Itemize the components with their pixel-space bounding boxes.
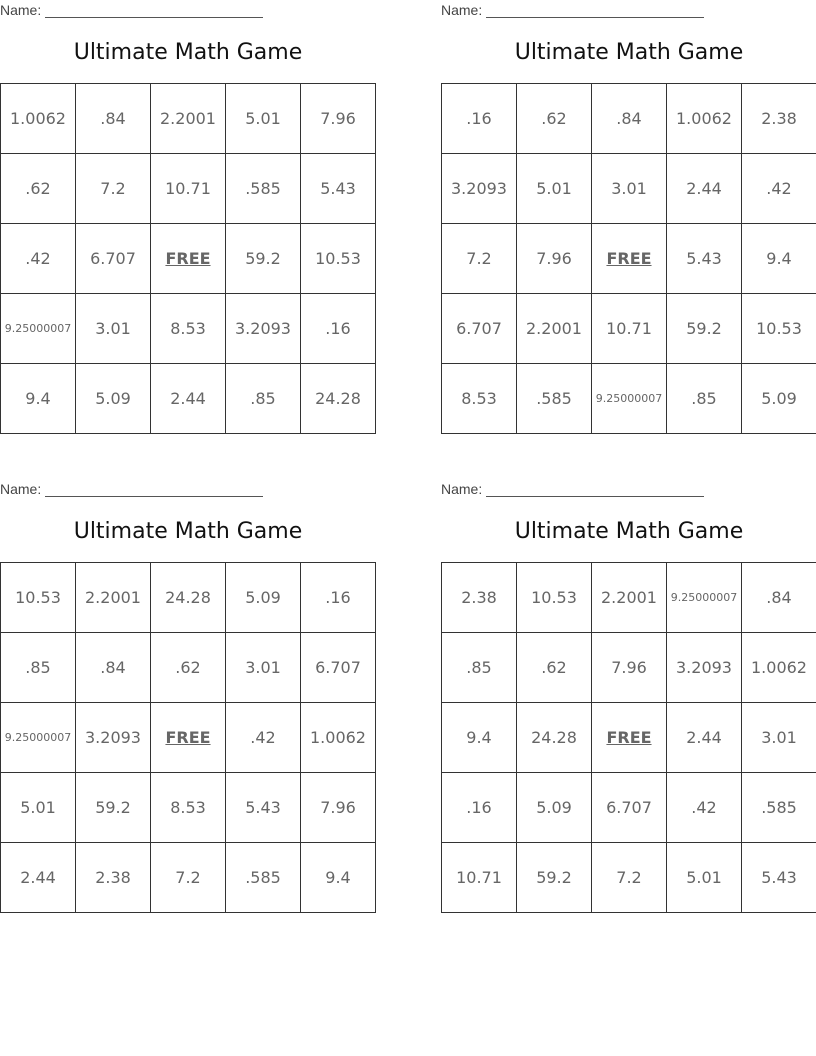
card-title: Ultimate Math Game (514, 40, 744, 65)
grid-cell[interactable]: 7.96 (301, 84, 376, 154)
grid-cell[interactable]: 5.43 (301, 154, 376, 224)
grid-cell[interactable]: .84 (76, 84, 151, 154)
grid-cell[interactable]: 3.01 (742, 703, 816, 773)
name-blank-line[interactable] (486, 483, 704, 497)
free-space-cell[interactable]: FREE (592, 703, 667, 773)
grid-cell[interactable]: 2.2001 (517, 294, 592, 364)
grid-cell[interactable]: 6.707 (592, 773, 667, 843)
grid-cell[interactable]: .16 (442, 773, 517, 843)
grid-cell[interactable]: .585 (226, 843, 301, 913)
name-field (441, 2, 704, 18)
grid-cell[interactable]: .85 (442, 633, 517, 703)
grid-cell[interactable]: 2.38 (442, 563, 517, 633)
grid-cell[interactable]: 59.2 (76, 773, 151, 843)
grid-cell[interactable]: 9.4 (301, 843, 376, 913)
grid-cell[interactable]: .62 (151, 633, 226, 703)
grid-row (1, 364, 376, 434)
grid-row (442, 703, 816, 773)
name-field (0, 2, 263, 18)
grid-cell[interactable]: 2.44 (151, 364, 226, 434)
grid-cell[interactable]: 1.0062 (742, 633, 816, 703)
grid-row (442, 843, 816, 913)
bingo-grid (441, 562, 816, 913)
grid-cell[interactable]: 9.4 (742, 224, 816, 294)
grid-cell[interactable]: 10.53 (1, 563, 76, 633)
card-title: Ultimate Math Game (73, 40, 303, 65)
grid-cell[interactable]: 59.2 (517, 843, 592, 913)
free-space-cell[interactable]: FREE (151, 224, 226, 294)
grid-cell[interactable]: 1.0062 (1, 84, 76, 154)
grid-cell[interactable]: 7.2 (592, 843, 667, 913)
grid-cell[interactable]: 7.96 (301, 773, 376, 843)
name-field (0, 481, 263, 497)
card-title: Ultimate Math Game (73, 519, 303, 544)
grid-cell[interactable]: 2.2001 (76, 563, 151, 633)
grid-cell[interactable]: 2.38 (742, 84, 816, 154)
grid-cell[interactable]: 3.2093 (442, 154, 517, 224)
grid-cell[interactable]: 10.53 (301, 224, 376, 294)
grid-cell[interactable]: 3.01 (592, 154, 667, 224)
grid-cell[interactable]: 5.09 (76, 364, 151, 434)
grid-cell[interactable]: 2.44 (1, 843, 76, 913)
grid-cell[interactable]: .84 (76, 633, 151, 703)
grid-row (1, 154, 376, 224)
bingo-grid (0, 562, 376, 913)
grid-cell[interactable]: 3.01 (226, 633, 301, 703)
name-blank-line[interactable] (45, 483, 263, 497)
free-space-cell[interactable]: FREE (592, 224, 667, 294)
grid-cell[interactable]: 9.25000007 (1, 294, 76, 364)
grid-row (1, 843, 376, 913)
card-title: Ultimate Math Game (514, 519, 744, 544)
name-label: Name: (0, 481, 42, 497)
grid-cell[interactable]: .85 (226, 364, 301, 434)
grid-cell[interactable]: 8.53 (151, 294, 226, 364)
grid-cell[interactable]: 8.53 (151, 773, 226, 843)
grid-cell[interactable]: 3.2093 (76, 703, 151, 773)
grid-cell[interactable]: .16 (301, 563, 376, 633)
grid-row (442, 84, 816, 154)
grid-cell[interactable]: 5.43 (226, 773, 301, 843)
grid-cell[interactable]: .62 (1, 154, 76, 224)
name-blank-line[interactable] (45, 4, 263, 18)
name-blank-line[interactable] (486, 4, 704, 18)
grid-cell[interactable]: 7.96 (592, 633, 667, 703)
grid-cell[interactable]: 7.2 (442, 224, 517, 294)
grid-cell[interactable]: .16 (442, 84, 517, 154)
grid-cell[interactable]: 59.2 (667, 294, 742, 364)
grid-cell[interactable]: 1.0062 (667, 84, 742, 154)
grid-cell[interactable]: 9.25000007 (1, 703, 76, 773)
grid-row (1, 224, 376, 294)
grid-cell[interactable]: 9.25000007 (592, 364, 667, 434)
grid-cell[interactable]: 2.2001 (151, 84, 226, 154)
grid-cell[interactable]: .85 (1, 633, 76, 703)
grid-cell[interactable]: 5.09 (517, 773, 592, 843)
grid-cell[interactable]: 1.0062 (301, 703, 376, 773)
free-space-cell[interactable]: FREE (151, 703, 226, 773)
grid-cell[interactable]: 5.43 (742, 843, 816, 913)
name-label: Name: (441, 481, 483, 497)
grid-cell[interactable]: 5.43 (667, 224, 742, 294)
grid-cell[interactable]: 5.01 (667, 843, 742, 913)
grid-cell[interactable]: 10.71 (151, 154, 226, 224)
grid-cell[interactable]: .85 (667, 364, 742, 434)
grid-cell[interactable]: 5.09 (226, 563, 301, 633)
grid-cell[interactable]: 7.96 (517, 224, 592, 294)
grid-cell[interactable]: 3.2093 (667, 633, 742, 703)
grid-cell[interactable]: 8.53 (442, 364, 517, 434)
name-label: Name: (0, 2, 42, 18)
grid-row (1, 633, 376, 703)
grid-row (1, 703, 376, 773)
grid-cell[interactable]: 2.44 (667, 154, 742, 224)
grid-cell[interactable]: 6.707 (301, 633, 376, 703)
grid-cell[interactable]: .42 (667, 773, 742, 843)
grid-cell[interactable]: 7.2 (151, 843, 226, 913)
grid-cell[interactable]: 2.2001 (592, 563, 667, 633)
grid-cell[interactable]: 7.2 (76, 154, 151, 224)
grid-cell[interactable]: .585 (226, 154, 301, 224)
grid-cell[interactable]: 5.01 (1, 773, 76, 843)
grid-row (1, 84, 376, 154)
grid-cell[interactable]: .42 (1, 224, 76, 294)
grid-cell[interactable]: 59.2 (226, 224, 301, 294)
grid-cell[interactable]: 2.44 (667, 703, 742, 773)
grid-row (442, 633, 816, 703)
grid-cell[interactable]: 24.28 (301, 364, 376, 434)
grid-cell[interactable]: .16 (301, 294, 376, 364)
grid-row (442, 773, 816, 843)
grid-cell[interactable]: 3.2093 (226, 294, 301, 364)
grid-row (1, 294, 376, 364)
grid-cell[interactable]: .585 (742, 773, 816, 843)
grid-cell[interactable]: 2.38 (76, 843, 151, 913)
grid-cell[interactable]: 9.4 (442, 703, 517, 773)
grid-cell[interactable]: 10.71 (592, 294, 667, 364)
grid-cell[interactable]: 9.4 (1, 364, 76, 434)
grid-cell[interactable]: .84 (742, 563, 816, 633)
grid-cell[interactable]: 5.01 (226, 84, 301, 154)
grid-cell[interactable]: 6.707 (76, 224, 151, 294)
name-label: Name: (441, 2, 483, 18)
grid-cell[interactable]: .585 (517, 364, 592, 434)
grid-cell[interactable]: 10.53 (517, 563, 592, 633)
name-field (441, 481, 704, 497)
grid-row (442, 154, 816, 224)
grid-cell[interactable]: 6.707 (442, 294, 517, 364)
bingo-grid (441, 83, 816, 434)
grid-cell[interactable]: 3.01 (76, 294, 151, 364)
grid-row (442, 563, 816, 633)
grid-cell[interactable]: 10.53 (742, 294, 816, 364)
grid-cell[interactable]: .62 (517, 84, 592, 154)
grid-cell[interactable]: 10.71 (442, 843, 517, 913)
grid-cell[interactable]: 5.09 (742, 364, 816, 434)
grid-row (442, 294, 816, 364)
grid-cell[interactable]: .62 (517, 633, 592, 703)
grid-cell[interactable]: .42 (742, 154, 816, 224)
grid-cell[interactable]: 9.25000007 (667, 563, 742, 633)
grid-row (1, 773, 376, 843)
grid-cell[interactable]: 24.28 (517, 703, 592, 773)
bingo-grid (0, 83, 376, 434)
grid-row (442, 364, 816, 434)
grid-row (1, 563, 376, 633)
grid-cell[interactable]: 5.01 (517, 154, 592, 224)
grid-row (442, 224, 816, 294)
grid-cell[interactable]: .84 (592, 84, 667, 154)
grid-cell[interactable]: .42 (226, 703, 301, 773)
grid-cell[interactable]: 24.28 (151, 563, 226, 633)
